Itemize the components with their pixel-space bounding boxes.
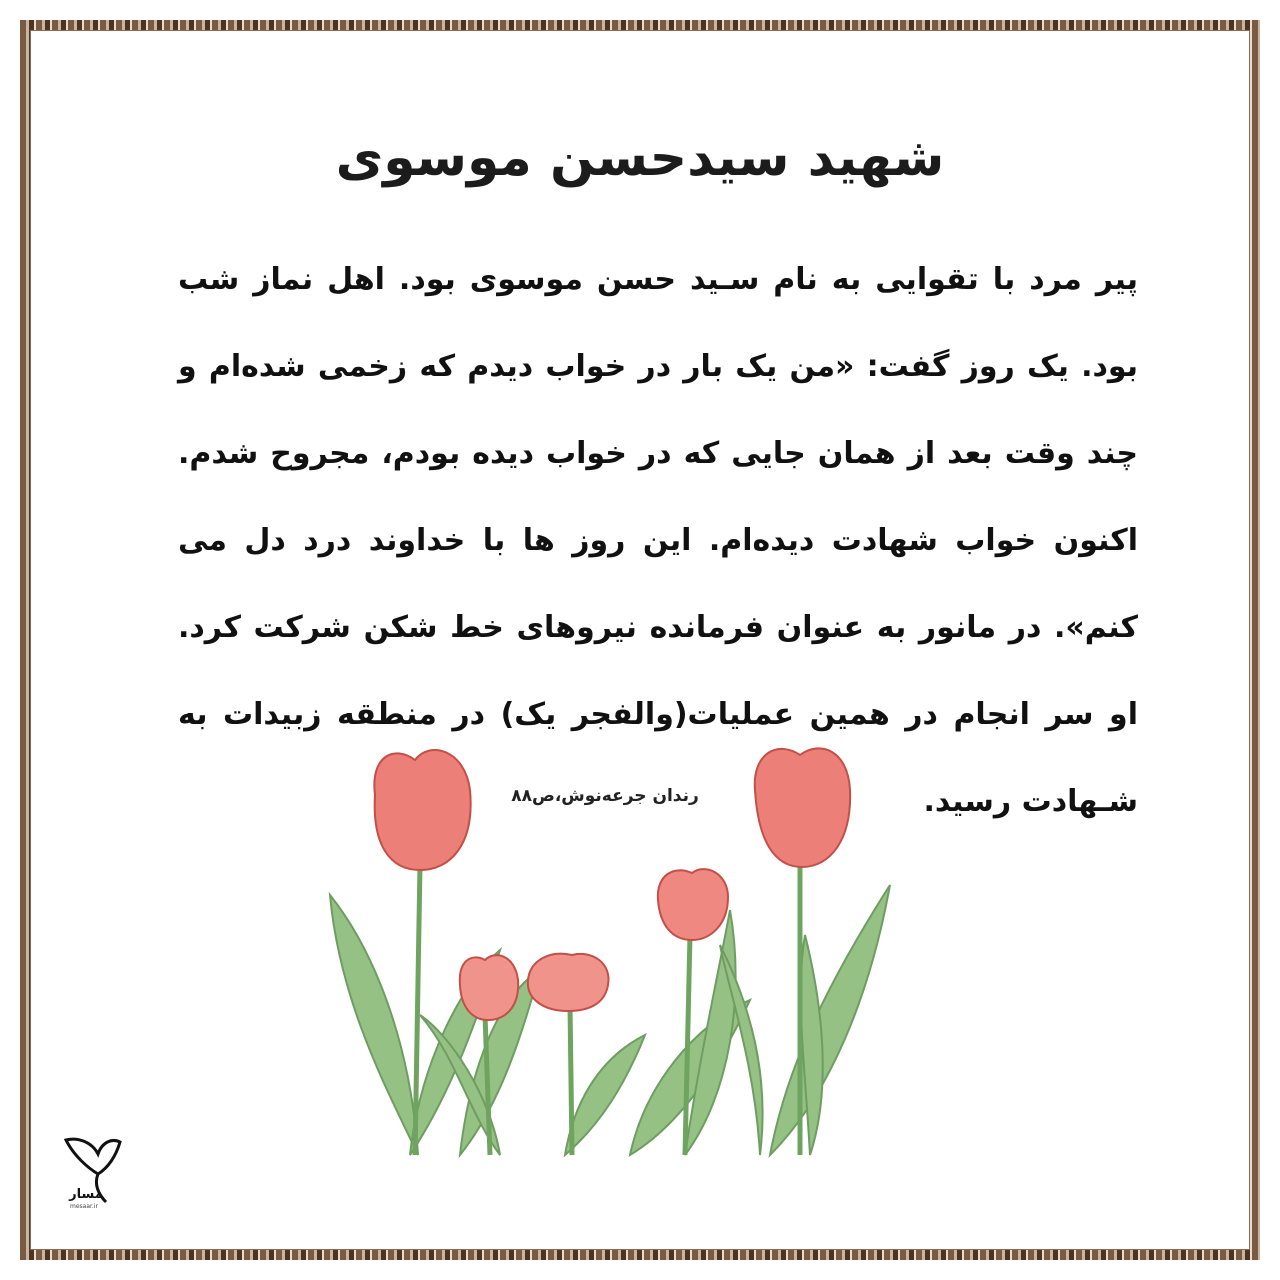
logo-text: مسار: [69, 1187, 103, 1202]
logo-subtext: mesaar.ir: [70, 1203, 98, 1210]
source-caption: رندان جرعه‌نوش،ص۸۸: [511, 786, 699, 806]
tulip-flower-3: [528, 954, 609, 1011]
tulip-flower-5: [755, 748, 850, 867]
page-title: شهید سیدحسن موسوی: [335, 128, 945, 188]
tulip-flower-1: [374, 750, 470, 870]
tulip-illustration: [300, 735, 920, 1175]
body-text: پیر مرد با تقوایی به نام سـید حسن موسوی بود. اهل نماز شب بود. یک روز گفت: «من یک بار در خواب دیدم که زخمی شده‌ام و چند وقت بعد از همان جایی که در خواب دیده بودم، مجروح شدم. اکنون خواب شهادت دیده‌ام. این روز ها با خداوند درد دل می کنم». در مانور به عنوان فرمانده نیروهای خط شکن شرکت کرد. او سر انجام در همین عملیات(والفجر یک) در منطقه زبیدات به شـهادت رسید.: [178, 262, 1138, 819]
brand-logo-icon: [58, 1132, 128, 1212]
tulip-flower-2: [460, 955, 518, 1020]
tulip-flower-4: [658, 869, 728, 940]
tulip-flowers: [374, 748, 850, 1020]
